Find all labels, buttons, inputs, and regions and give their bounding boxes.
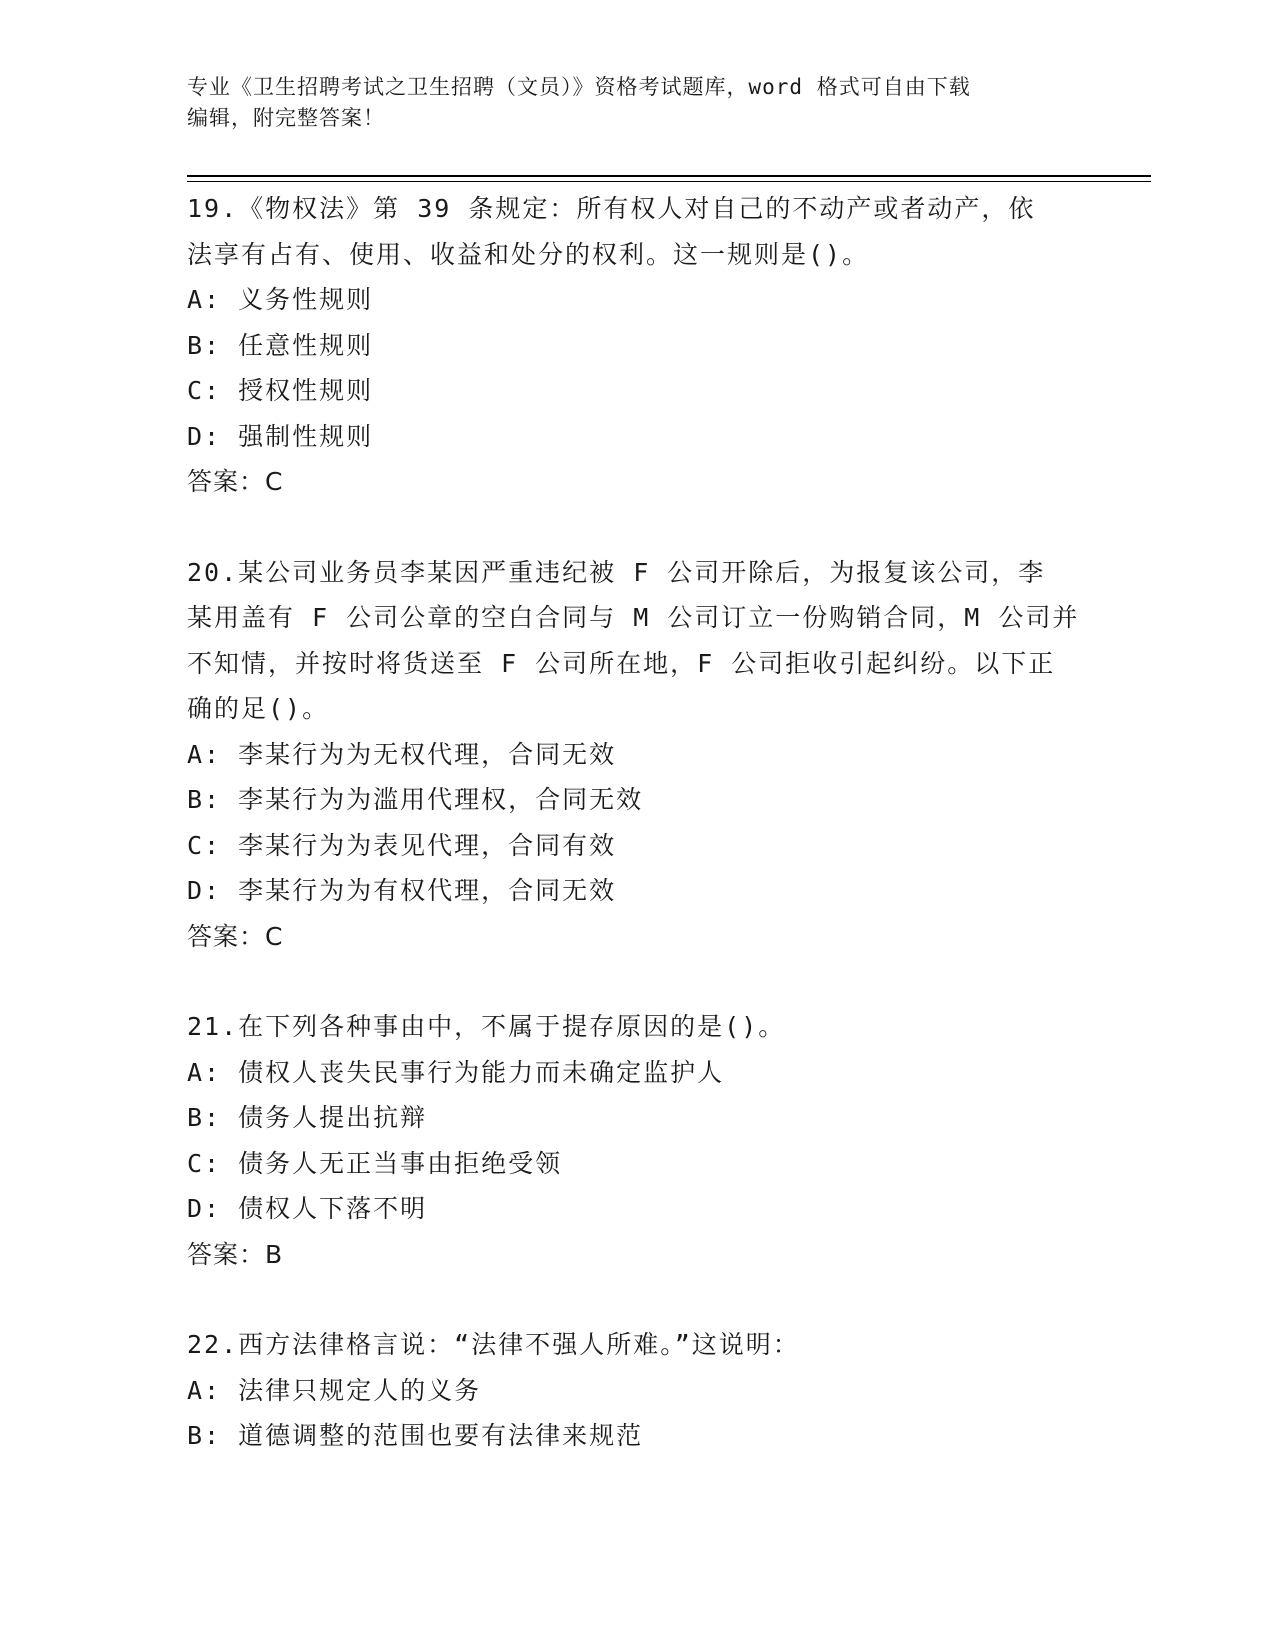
header-divider-thick	[187, 175, 1151, 177]
document-header	[187, 72, 1087, 134]
question-22	[187, 1322, 1087, 1459]
option-c: C: 授权性规则	[187, 376, 374, 405]
option-a: A: 法律只规定人的义务	[187, 1375, 482, 1405]
option-c: C: 李某行为为表见代理，合同有效	[187, 830, 617, 860]
option-b: B: 任意性规则	[187, 330, 374, 360]
question-stem-line: 法享有占有、使用、收益和处分的权利。这一规则是()。	[187, 239, 870, 269]
question-stem-line: 确的足()。	[187, 694, 330, 723]
option-c: C: 债务人无正当事由拒绝受领	[187, 1148, 563, 1178]
question-19	[187, 186, 1087, 505]
option-b: B: 道德调整的范围也要有法律来规范	[187, 1421, 644, 1450]
option-a: A: 债权人丧失民事行为能力而未确定监护人	[187, 1057, 725, 1087]
header-line-1: 专业《卫生招聘考试之卫生招聘（文员）》资格考试题库，word 格式可自由下载	[187, 75, 971, 99]
header-divider-thin	[187, 181, 1151, 182]
question-stem-line: 19.《物权法》第 39 条规定：所有权人对自己的不动产或者动产，依	[187, 194, 1036, 223]
question-stem-line: 20.某公司业务员李某因严重违纪被 F 公司开除后，为报复该公司，李	[187, 557, 1046, 587]
question-stem-line: 某用盖有 F 公司公章的空白合同与 M 公司订立一份购销合同，M 公司并	[187, 603, 1080, 632]
option-b: B: 债务人提出抗辩	[187, 1103, 428, 1132]
option-d: D: 李某行为为有权代理，合同无效	[187, 876, 617, 905]
question-20	[187, 550, 1087, 960]
answer: 答案：C	[187, 921, 284, 951]
option-d: D: 强制性规则	[187, 421, 374, 451]
question-stem-line: 22.西方法律格言说：“法律不强人所难。”这说明：	[187, 1330, 800, 1359]
option-a: A: 义务性规则	[187, 285, 374, 314]
answer: 答案：B	[187, 1239, 284, 1269]
question-stem-line: 不知情，并按时将货送至 F 公司所在地，F 公司拒收引起纠纷。以下正	[187, 648, 1056, 678]
question-stem-line: 21.在下列各种事由中，不属于提存原因的是()。	[187, 1012, 786, 1041]
option-d: D: 债权人下落不明	[187, 1194, 428, 1223]
question-list	[187, 186, 1087, 1504]
option-a: A: 李某行为为无权代理，合同无效	[187, 739, 617, 769]
answer: 答案：C	[187, 467, 284, 496]
question-21	[187, 1004, 1087, 1277]
option-b: B: 李某行为为滥用代理权，合同无效	[187, 785, 644, 814]
header-line-2: 编辑，附完整答案！	[187, 106, 385, 130]
